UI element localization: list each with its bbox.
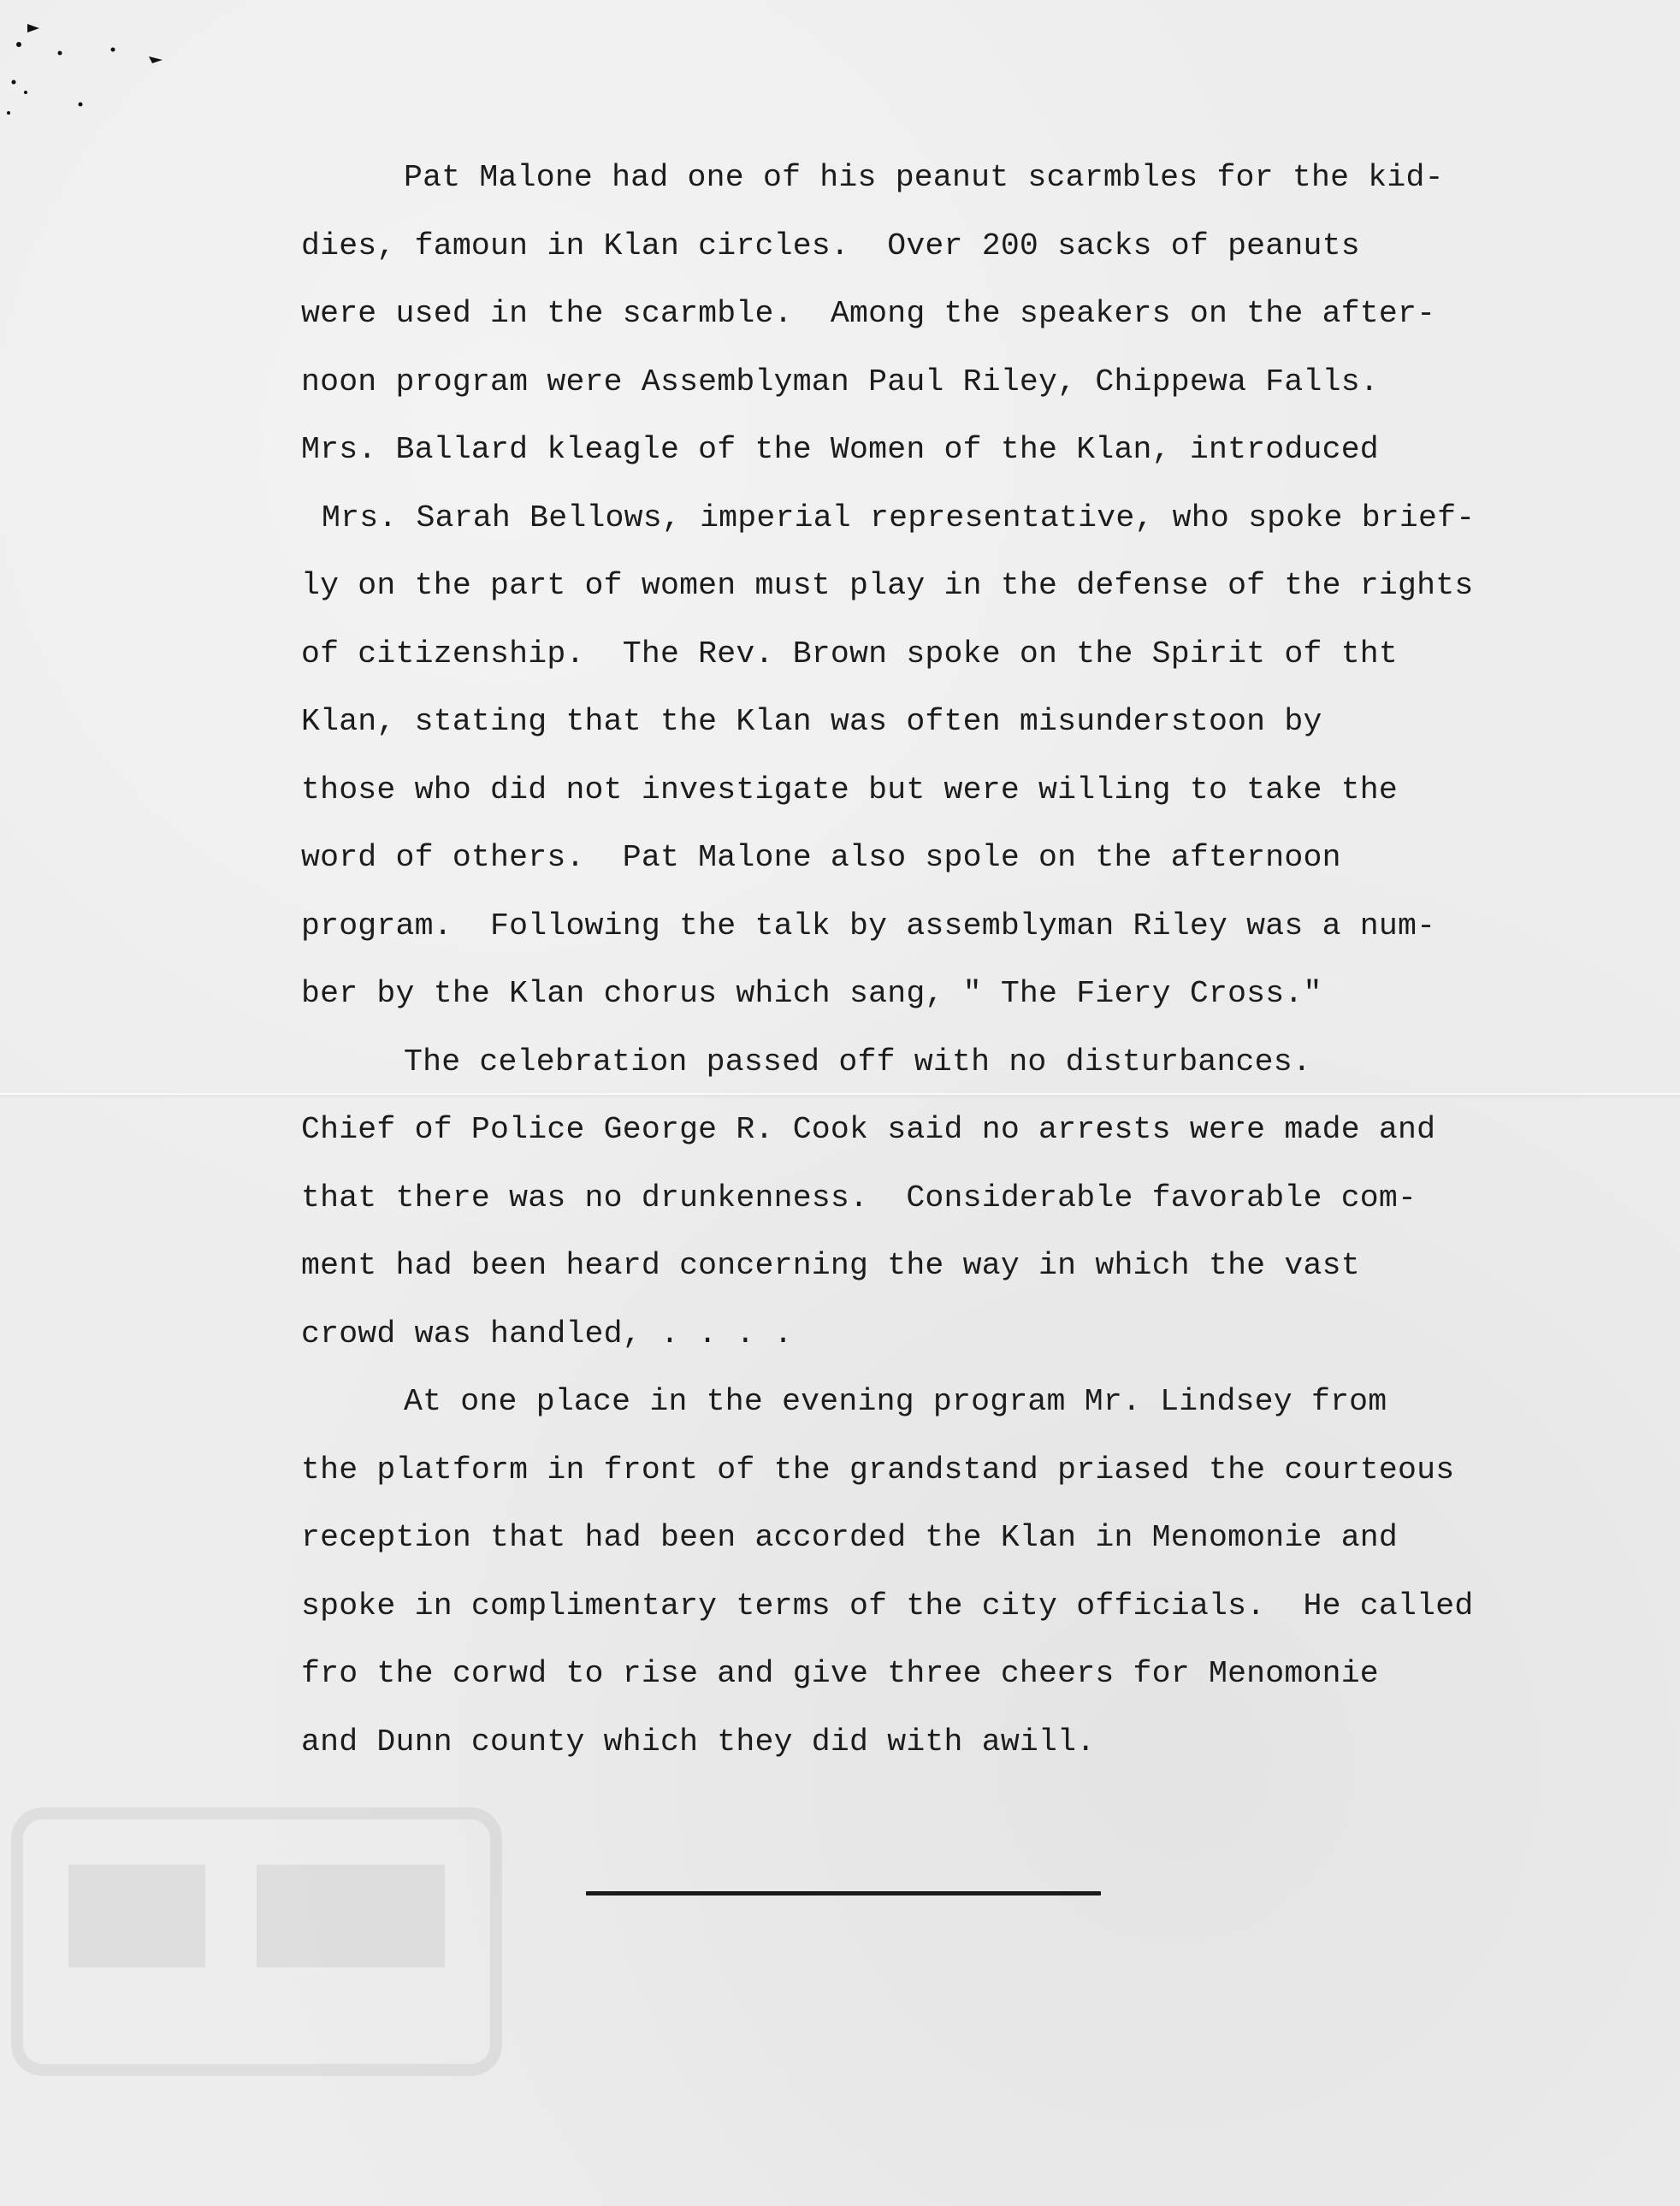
text-line: and Dunn county which they did with awill. xyxy=(301,1724,1096,1759)
text-line: The celebration passed off with no disturbances. xyxy=(404,1044,1311,1079)
text-line: Klan, stating that the Klan was often misunderstoon by xyxy=(301,704,1322,739)
text-line: ber by the Klan chorus which sang, " The Fiery Cross." xyxy=(301,976,1322,1011)
text-line: ment had been heard concerning the way in which the vast xyxy=(301,1248,1360,1283)
text-line: fro the corwd to rise and give three cheers for Menomonie xyxy=(301,1656,1379,1691)
text-line: that there was no drunkenness. Considerable favorable com- xyxy=(301,1180,1417,1215)
text-line: the platform in front of the grandstand priased the courteous xyxy=(301,1452,1455,1487)
typed-text-block xyxy=(301,144,1584,1776)
paper-specks xyxy=(0,0,205,137)
closing-rule xyxy=(586,1891,1101,1896)
text-line: of citizenship. The Rev. Brown spoke on the Spirit of tht xyxy=(301,636,1399,671)
text-line: those who did not investigate but were willing to take the xyxy=(301,772,1399,807)
text-line: Mrs. Sarah Bellows, imperial representative, who spoke brief- xyxy=(322,500,1476,535)
text-line: program. Following the talk by assemblyman Riley was a num- xyxy=(301,908,1436,943)
text-line: dies, famoun in Klan circles. Over 200 sacks of peanuts xyxy=(301,228,1360,263)
bleed-through-stamp xyxy=(0,1796,530,2104)
text-line: Mrs. Ballard kleagle of the Women of the Klan, introduced xyxy=(301,432,1379,467)
text-line: word of others. Pat Malone also spole on the afternoon xyxy=(301,840,1341,875)
text-line: ly on the part of women must play in the defense of the rights xyxy=(301,568,1474,603)
text-line: reception that had been accorded the Klan in Menomonie and xyxy=(301,1520,1399,1555)
text-line: Chief of Police George R. Cook said no arrests were made and xyxy=(301,1112,1436,1147)
text-line: spoke in complimentary terms of the city officials. He called xyxy=(301,1588,1474,1623)
text-line: were used in the scarmble. Among the speakers on the after- xyxy=(301,296,1436,331)
text-line: Pat Malone had one of his peanut scarmbles for the kid- xyxy=(404,160,1444,195)
text-line: At one place in the evening program Mr. Lindsey from xyxy=(404,1384,1387,1419)
text-line: noon program were Assemblyman Paul Riley, Chippewa Falls. xyxy=(301,364,1379,399)
text-line: crowd was handled, . . . . xyxy=(301,1316,793,1351)
